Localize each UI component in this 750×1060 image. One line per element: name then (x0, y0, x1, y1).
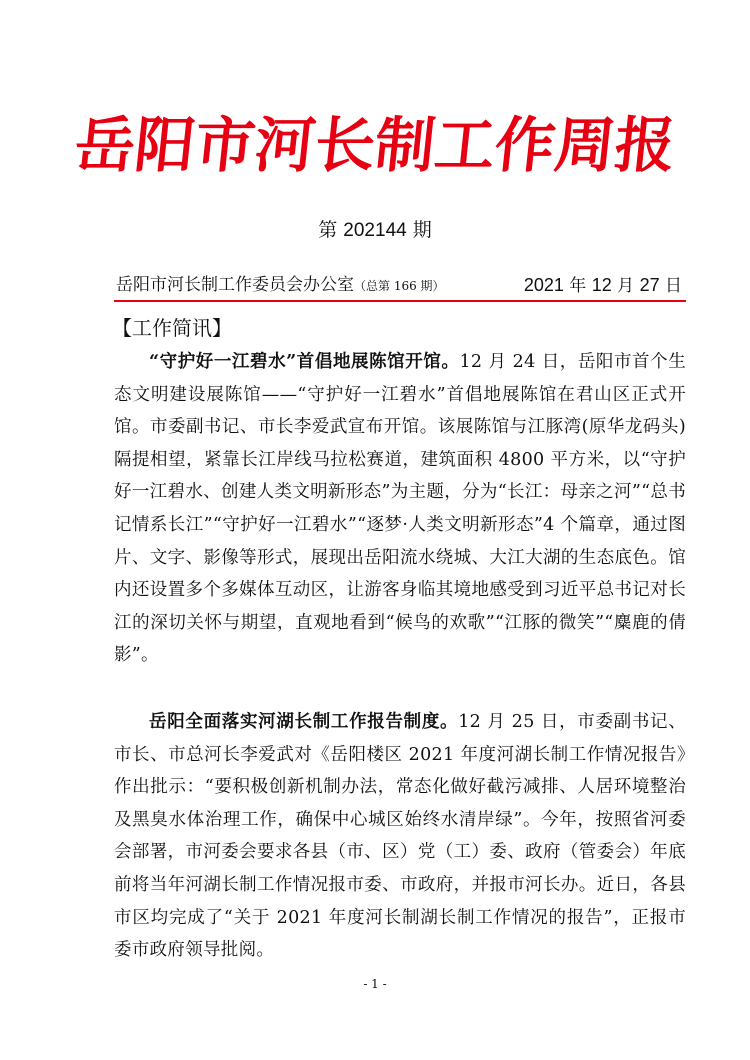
masthead (0, 104, 750, 188)
section-heading: 【工作简讯】 (112, 316, 232, 340)
article-body: 12 月 24 日，岳阳市首个生态文明建设展陈馆——“守护好一江碧水”首倡地展陈馆在君山区正式开馆。市委副书记、市长李爱武宣布开馆。该展陈馆与江豚湾(原华龙码头)隔提相望，紧靠长江岸线马拉松赛道，建筑面积 4800 平方米，以“守护好一江碧水、创建人类文明新形态”为主题，分为“长江：母亲之河”“总书记情系长江”“守护好一江碧水”“逐梦·人类文明新形态”4 个篇章，通过图片、文字、影像等形式，展现出岳阳流水绕城、大江大湖的生态底色。馆内还设置多个多媒体互动区，让游客身临其境地感受到习近平总书记对长江的深切关怀与期望，直观地看到“候鸟的欢歌”“江豚的微笑”“麋鹿的倩影”。 (114, 352, 687, 666)
issue-prefix: 第 (318, 219, 344, 241)
article-2 (114, 706, 686, 967)
date-month-unit: 月 (611, 276, 640, 296)
article-headline: 岳阳全面落实河湖长制工作报告制度。 (149, 712, 459, 732)
date-month: 12 (591, 275, 612, 295)
masthead-title: 岳阳市河长制工作周报 (71, 111, 679, 181)
date-day: 27 (639, 275, 660, 295)
article-paragraph (114, 346, 686, 672)
date-day-unit: 日 (659, 276, 682, 296)
page-number: - 1 - (363, 977, 387, 991)
issue-suffix: 期 (406, 219, 432, 241)
issue-num: 202144 (343, 220, 407, 241)
total-issue: （总第 166 期） (354, 279, 445, 293)
office-info (116, 270, 445, 301)
office-name: 岳阳市河长制工作委员会办公室 (116, 275, 354, 295)
article-paragraph (114, 706, 686, 967)
article-body: 12 月 25 日，市委副书记、市长、市总河长李爱武对《岳阳楼区 2021 年度河湖长制工作情况报告》作出批示：“要积极创新机制办法，常态化做好截污减排、人居环境整治及黑臭水体治理工作，确保中心城区始终水清岸绿”。今年，按照省河委会部署，市河委会要求各县（市、区）党（工）委、政府（管委会）年底前将当年河湖长制工作情况报市委、市政府，并报市河长办。近日，各县市区均完成了“关于 2021 年度河长制湖长制工作情况的报告”，正报市委市政府领导批阅。 (114, 712, 686, 961)
article-headline: “守护好一江碧水”首倡地展陈馆开馆。 (149, 352, 460, 372)
article-1 (114, 346, 686, 672)
issue-date (524, 270, 682, 301)
date-year-unit: 年 (563, 276, 592, 296)
date-year: 2021 (523, 275, 564, 295)
issue-number (0, 217, 750, 244)
meta-line (114, 270, 686, 302)
